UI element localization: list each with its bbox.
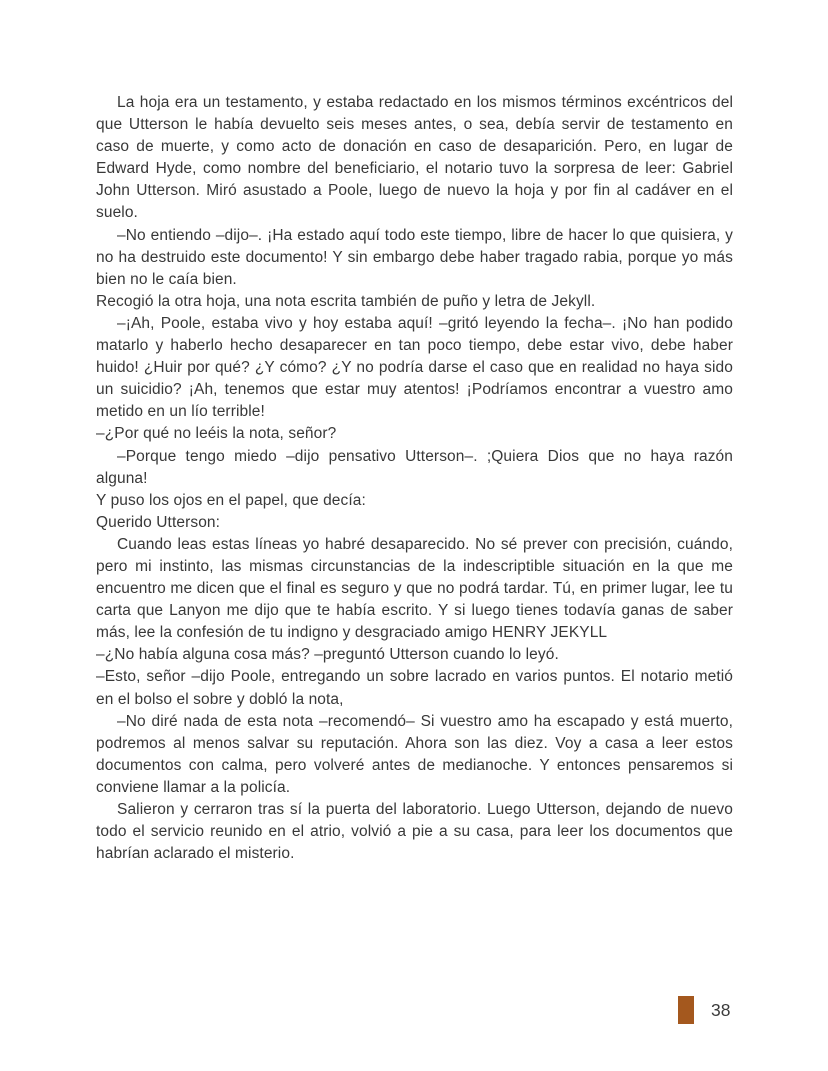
paragraph: Querido Utterson: — [96, 513, 221, 531]
page-number-marker — [678, 996, 694, 1024]
paragraph: –¿Por qué no leéis la nota, señor? — [96, 425, 337, 443]
paragraph: –Porque tengo miedo –dijo pensativo Utterson–. ;Quiera Dios que no haya razón alguna! — [96, 447, 733, 487]
page-number: 38 — [711, 999, 731, 1020]
page-text — [96, 92, 733, 865]
page-footer — [678, 996, 730, 1024]
paragraph: Cuando leas estas líneas yo habré desaparecido. No sé prever con precisión, cuándo, pero mi instinto, las mismas circunstancias de la indescriptible situación en la que me encuentro me dicen que el final es seguro y que no podrá tardar. Tú, en primer lugar, lee tu carta que Lanyon me dijo que te había escrito. Y si luego tienes todavía ganas de saber más, lee la confesión de tu indigno y desgraciado amigo HENRY JEKYLL — [96, 535, 733, 642]
paragraph: –No diré nada de esta nota –recomendó– Si vuestro amo ha escapado y está muerto, podremos al menos salvar su reputación. Ahora son las diez. Voy a casa a leer estos documentos con calma, pero volveré antes de medianoche. Y entonces pensaremos si conviene llamar a la policía. — [96, 712, 733, 796]
paragraph: –¿No había alguna cosa más? –preguntó Utterson cuando lo leyó. — [96, 646, 559, 664]
paragraph: Y puso los ojos en el papel, que decía: — [96, 491, 366, 509]
paragraph: La hoja era un testamento, y estaba redactado en los mismos términos excéntricos del que Utterson le había devuelto seis meses antes, o sea, debía servir de testamento en caso de muerte, y como acto de donación en caso de desaparición. Pero, en lugar de Edward Hyde, como nombre del beneficiario, el notario tuvo la sorpresa de leer: Gabriel John Utterson. Miró asustado a Poole, luego de nuevo la hoja y por fin al cadáver en el suelo. — [96, 94, 733, 222]
paragraph: Salieron y cerraron tras sí la puerta del laboratorio. Luego Utterson, dejando de nuevo todo el servicio reunido en el atrio, volvió a pie a su casa, para leer los documentos que habrían aclarado el misterio. — [96, 801, 733, 863]
paragraph: –¡Ah, Poole, estaba vivo y hoy estaba aquí! –gritó leyendo la fecha–. ¡No han podido matarlo y haberlo hecho desaparecer en tan poco tiempo, debe estar vivo, debe haber huido! ¿Huir por qué? ¿Y cómo? ¿Y no podría darse el caso que en realidad no haya sido un suicidio? ¡Ah, tenemos que estar muy atentos! ¡Podríamos encontrar a vuestro amo metido en un lío terrible! — [96, 314, 733, 421]
paragraph: –No entiendo –dijo–. ¡Ha estado aquí todo este tiempo, libre de hacer lo que quisiera, y no ha destruido este documento! Y sin embargo debe haber tragado rabia, porque yo más bien no le caía bien. — [96, 226, 733, 288]
paragraph: –Esto, señor –dijo Poole, entregando un sobre lacrado en varios puntos. El notario metió en el bolso el sobre y dobló la nota, — [96, 668, 733, 708]
paragraph: Recogió la otra hoja, una nota escrita también de puño y letra de Jekyll. — [96, 292, 596, 310]
